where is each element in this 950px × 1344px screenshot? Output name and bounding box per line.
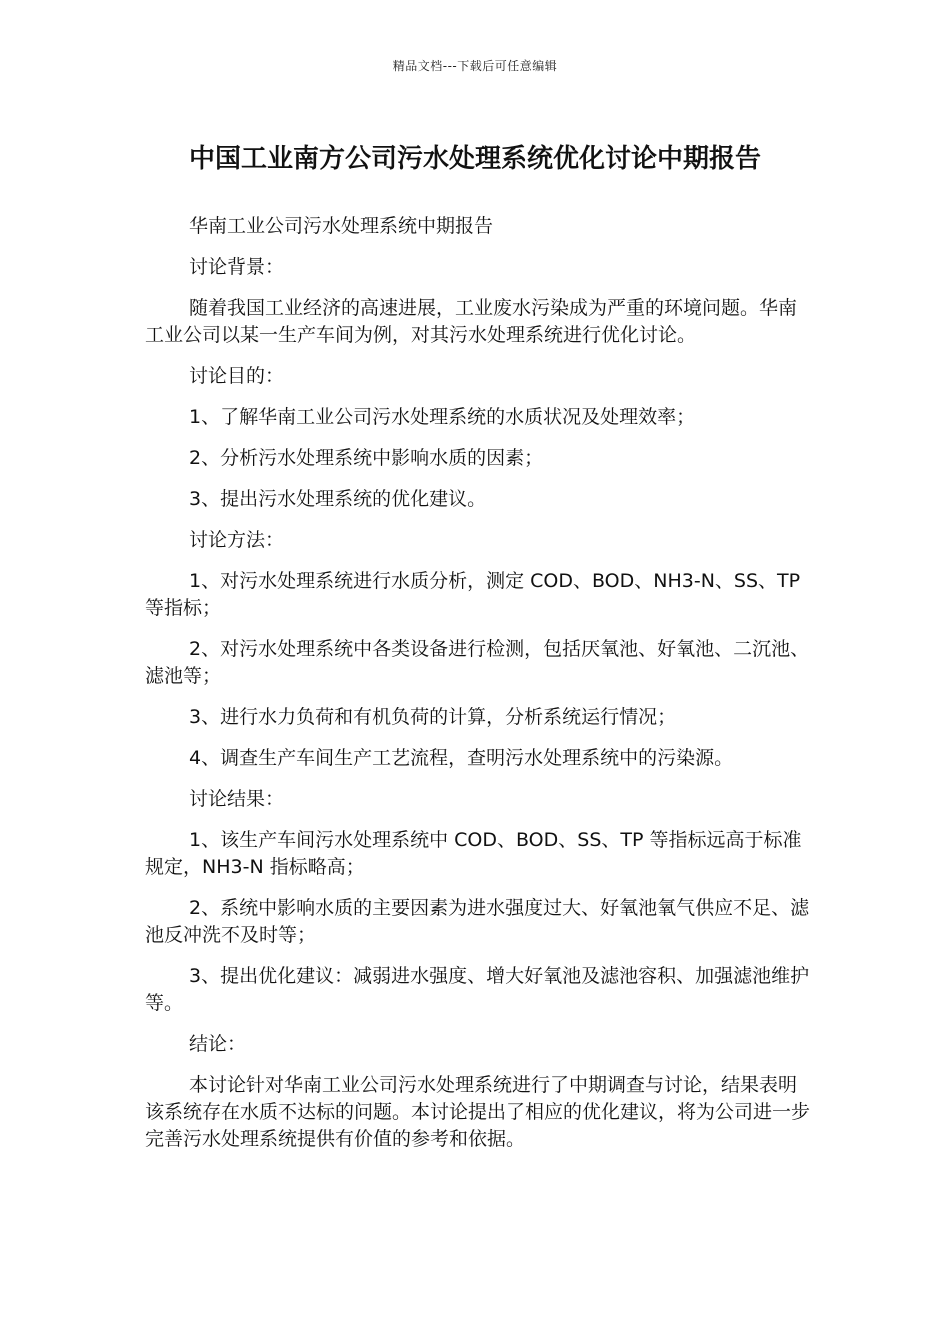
section-heading-results: 讨论结果：: [189, 788, 285, 810]
method-item-4: 4、调查生产车间生产工艺流程，查明污水处理系统中的污染源。: [189, 747, 734, 769]
section-heading-method: 讨论方法：: [189, 529, 285, 551]
background-paragraph: 随着我国工业经济的高速进展，工业废水污染成为严重的环境问题。华南工业公司以某一生产车间为例，对其污水处理系统进行优化讨论。: [145, 297, 798, 346]
method-item-3: 3、进行水力负荷和有机负荷的计算，分析系统运行情况；: [189, 706, 677, 728]
section-heading-conclusion: 结论：: [189, 1033, 247, 1055]
method-item-2: 2、对污水处理系统中各类设备进行检测，包括厌氧池、好氧池、二沉池、滤池等；: [145, 638, 810, 687]
document-title: 中国工业南方公司污水处理系统优化讨论中期报告: [188, 144, 761, 174]
purpose-item-1: 1、了解华南工业公司污水处理系统的水质状况及处理效率；: [189, 406, 696, 428]
header-note: 精品文档---下载后可任意编辑: [392, 59, 558, 73]
section-heading-purpose: 讨论目的：: [189, 365, 285, 387]
result-item-2: 2、系统中影响水质的主要因素为进水强度过大、好氧池氧气供应不足、滤池反冲洗不及时等；: [145, 897, 810, 946]
method-item-1: 1、对污水处理系统进行水质分析，测定 COD、BOD、NH3-N、SS、TP 等指标；: [145, 570, 801, 619]
result-item-3: 3、提出优化建议：减弱进水强度、增大好氧池及滤池容积、加强滤池维护等。: [145, 965, 810, 1014]
section-heading-background: 讨论背景：: [189, 256, 285, 278]
subtitle-paragraph: 华南工业公司污水处理系统中期报告: [189, 215, 494, 237]
conclusion-paragraph: 本讨论针对华南工业公司污水处理系统进行了中期调查与讨论，结果表明该系统存在水质不达标的问题。本讨论提出了相应的优化建议，将为公司进一步完善污水处理系统提供有价值的参考和依据。: [145, 1074, 811, 1150]
document-body: [145, 213, 810, 1167]
result-item-1: 1、该生产车间污水处理系统中 COD、BOD、SS、TP 等指标远高于标准规定，NH3-N 指标略高；: [145, 829, 802, 878]
purpose-item-2: 2、分析污水处理系统中影响水质的因素；: [189, 447, 544, 469]
purpose-item-3: 3、提出污水处理系统的优化建议。: [189, 488, 487, 510]
